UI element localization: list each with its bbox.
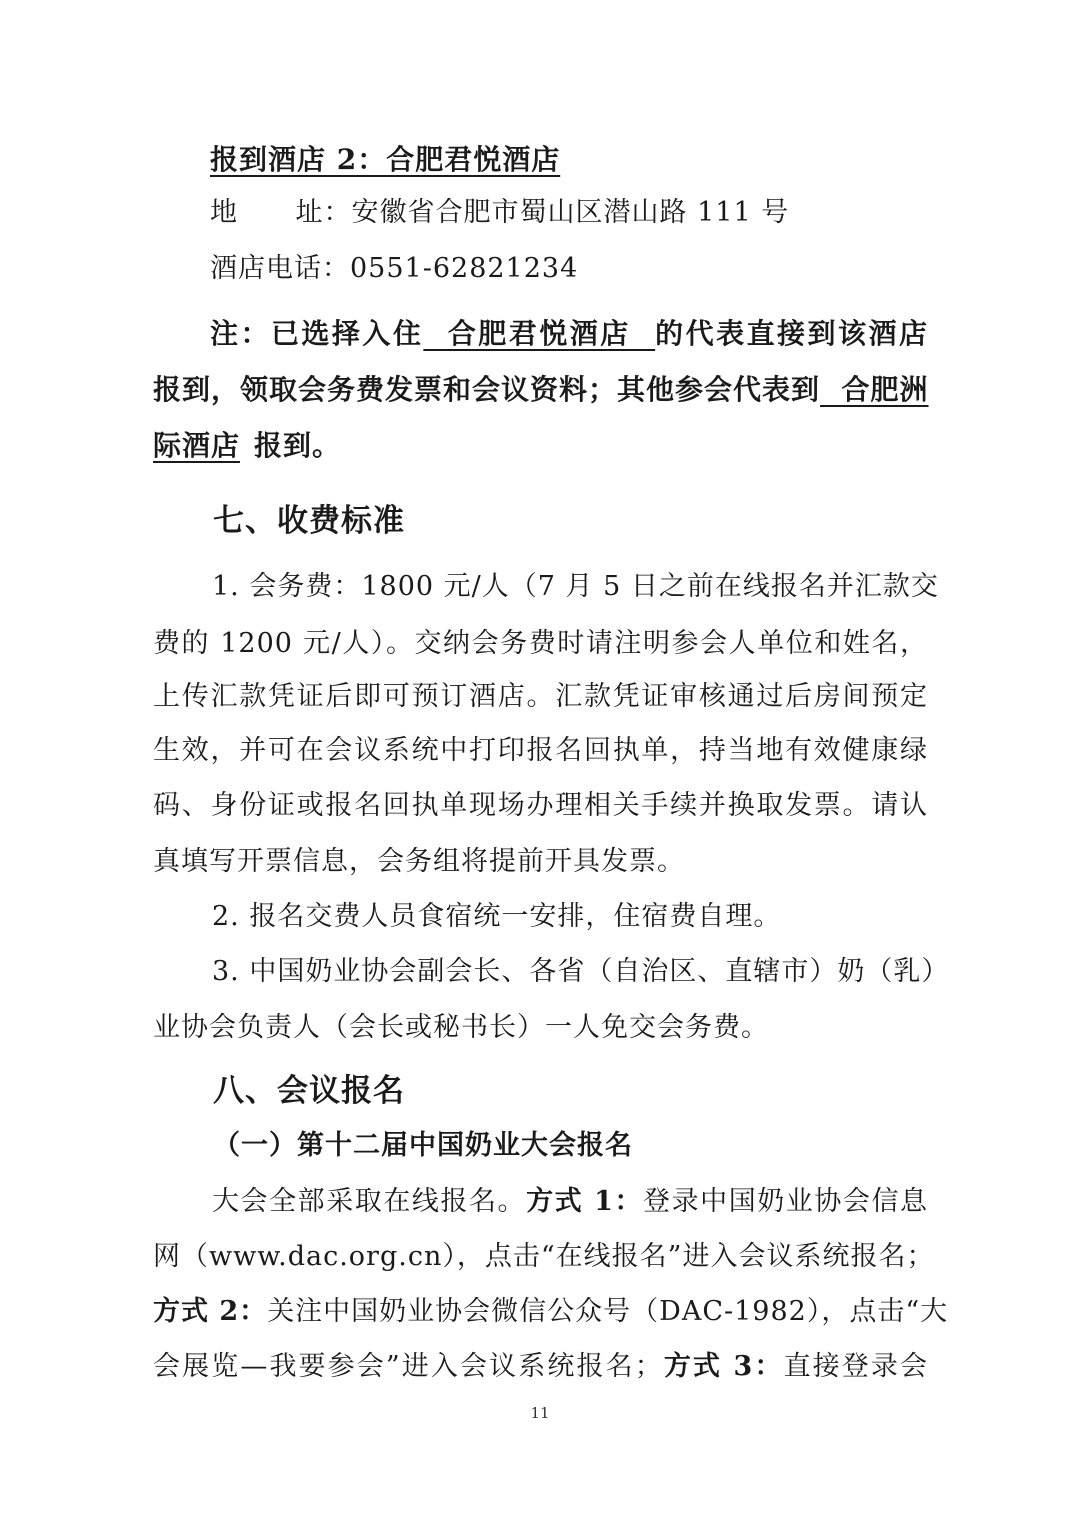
hotel2-phone-line [210, 249, 578, 289]
note-suffix: 报到。 [254, 429, 342, 462]
section7-heading: 七、收费标准 [213, 503, 405, 539]
note-hotel-a: 合肥君悦酒店 [423, 317, 656, 350]
s7-item1-line-5: 码、身份证或报名回执单现场办理相关手续并换取发票。请认 [153, 790, 928, 821]
s7-item1-line-1: 1. 会务费：1800 元/人（7 月 5 日之前在线报名并汇款交 [212, 571, 939, 602]
s8-p3-b: 关注中国奶业协会微信公众号（DAC-1982），点击“大 [267, 1296, 949, 1327]
s7-item1-line-3: 上传汇款凭证后即可预订酒店。汇款凭证审核通过后房间预定 [153, 681, 928, 712]
address-value: 安徽省合肥市蜀山区潜山路 111 号 [351, 197, 790, 228]
phone-value: 0551-62821234 [350, 253, 579, 284]
section8-sub1: （一）第十二届中国奶业大会报名 [213, 1130, 633, 1161]
s7-item1-line-4: 生效，并可在会议系统中打印报名回执单，持当地有效健康绿 [153, 735, 928, 766]
address-label: 地 址： [210, 197, 352, 228]
phone-label: 酒店电话： [210, 253, 350, 284]
method2-label: 方式 2： [153, 1296, 268, 1327]
hotel2-address-line [210, 193, 789, 233]
s7-item2: 2. 报名交费人员食宿统一安排，住宿费自理。 [212, 901, 782, 932]
note-line-3 [153, 426, 341, 466]
note-line-2 [153, 370, 928, 410]
s8-p1-a: 大会全部采取在线报名。 [212, 1186, 527, 1217]
s8-para-line-1 [212, 1182, 928, 1222]
s7-item1-line-2: 费的 1200 元/人）。交纳会务费时请注明参会人单位和姓名， [153, 628, 928, 659]
note-line-1 [210, 314, 928, 354]
note-hotel-b-part1: 合肥洲 [820, 373, 929, 406]
hotel2-title [210, 140, 560, 180]
s8-para-line-2: 网（www.dac.org.cn），点击“在线报名”进入会议系统报名； [153, 1241, 935, 1272]
section8-heading: 八、会议报名 [213, 1073, 405, 1109]
note-prefix: 注：已选择入住 [210, 317, 424, 350]
method3-label: 方式 3： [662, 1351, 784, 1382]
note-line2-text: 报到，领取会务费发票和会议资料；其他参会代表到 [153, 373, 821, 406]
s8-para-line-3 [153, 1292, 949, 1332]
page-number: 11 [530, 1404, 550, 1422]
s7-item3-line-2: 业协会负责人（会长或秘书长）一人免交会务费。 [153, 1012, 769, 1043]
s8-para-line-4 [153, 1347, 928, 1387]
s8-p4-a: 会展览—我要参会”进入会议系统报名； [153, 1351, 663, 1382]
s8-p1-b: 登录中国奶业协会信息 [643, 1186, 929, 1217]
s8-p4-b: 直接登录会 [783, 1351, 929, 1382]
s7-item3-line-1: 3. 中国奶业协会副会长、各省（自治区、直辖市）奶（乳） [212, 956, 950, 987]
hotel2-title-text: 报到酒店 2：合肥君悦酒店 [210, 143, 561, 176]
note-middle: 的代表直接到该酒店 [655, 317, 928, 350]
s7-item1-line-6: 真填写开票信息，会务组将提前开具发票。 [153, 846, 685, 877]
method1-label: 方式 1： [526, 1186, 644, 1217]
note-hotel-b-part2: 际酒店 [153, 429, 241, 462]
